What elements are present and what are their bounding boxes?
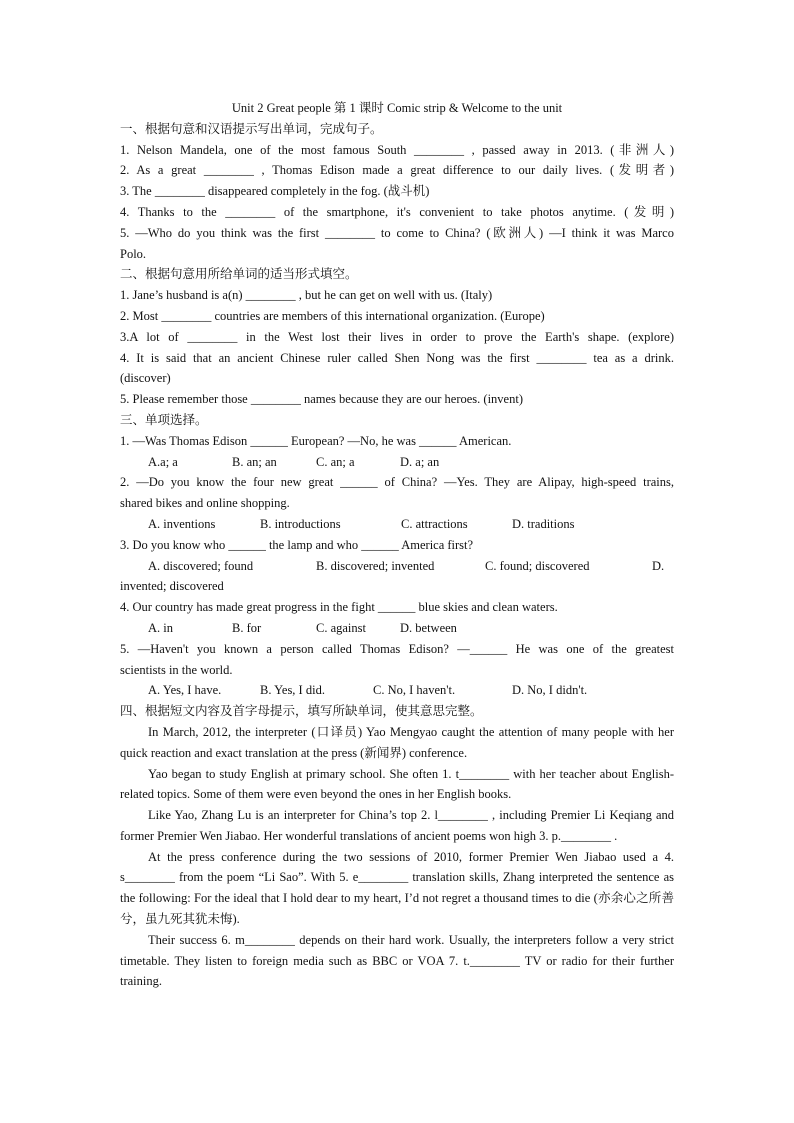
s3-q1-options	[120, 452, 674, 473]
passage-paragraph-4: At the press conference during the two sessions of 2010, former Premier Wen Jiabao used a 4. s________ from the poem “Li Sao”. With 5. e________ translation skills, Zhang interpreted the sentence as the following: For the ideal that I hold dear to my heart, I’d not regret a thousand times to die (亦余心之所善兮，虽九死其犹未悔).	[120, 849, 674, 927]
section-3	[120, 410, 674, 701]
option-c: C. No, I haven't.	[373, 683, 456, 698]
s3-question-2: 2. —Do you know the four new great ______ of China? —Yes. They are Alipay, high-speed trains,	[120, 475, 674, 490]
section-2	[120, 264, 674, 410]
passage-paragraph-2: Yao began to study English at primary school. She often 1. t________ with her teacher about English-related topics. Some of them were even beyond the ones in her English books.	[120, 766, 674, 802]
page-title: Unit 2 Great people 第 1 课时 Comic strip & Welcome to the unit	[231, 101, 563, 115]
option-a: A. inventions	[148, 516, 216, 531]
s1-item-1: 1. Nelson Mandela, one of the most famous South ________ , passed away in 2013. (非洲人)	[120, 142, 674, 157]
option-a: A. in	[148, 620, 173, 635]
s1-item-2: 2. As a great ________ , Thomas Edison made a great difference to our daily lives. (发明者)	[120, 163, 674, 178]
passage-paragraph-5: Their success 6. m________ depends on their hard work. Usually, the interpreters follow a very strict timetable. They listen to foreign media such as BBC or VOA 7. t.________ TV or radio for their further training.	[120, 932, 674, 989]
option-a: A. Yes, I have.	[148, 683, 222, 698]
passage-paragraph-3: Like Yao, Zhang Lu is an interpreter for China’s top 2. l________ , including Premier Li Keqiang and former Premier Wen Jiabao. Her wonderful translations of ancient poems won high 3. p.________ .	[120, 808, 674, 843]
s1-item-5-cont: Polo.	[120, 246, 147, 261]
s1-item-3: 3. The ________ disappeared completely in the fog. (战斗机)	[120, 184, 430, 199]
option-b: B. discovered; invented	[316, 558, 435, 573]
option-b: B. introductions	[260, 516, 341, 531]
section-4-heading: 四、根据短文内容及首字母提示，填写所缺单词，使其意思完整。	[120, 704, 483, 719]
passage-paragraph-1: In March, 2012, the interpreter (口译员) Yao Mengyao caught the attention of many people with her quick reaction and exact translation at the press (新闻界) conference.	[120, 724, 674, 760]
option-a: A.a; a	[148, 454, 178, 469]
option-c: C. found; discovered	[485, 558, 590, 573]
section-4	[120, 701, 674, 992]
s3-q3-option-d-cont: invented; discovered	[120, 579, 224, 594]
option-b: B. an; an	[232, 454, 277, 469]
worksheet-page	[120, 98, 674, 992]
s3-q5-options	[120, 680, 674, 701]
section-1	[120, 119, 674, 265]
option-b: B. for	[232, 620, 262, 635]
s2-item-3: 3.A lot of ________ in the West lost their lives in order to prove the Earth's shape. (explore)	[120, 329, 674, 344]
section-1-heading: 一、根据句意和汉语提示写出单词，完成句子。	[120, 121, 383, 136]
section-3-heading: 三、单项选择。	[120, 412, 208, 427]
s1-item-5: 5. —Who do you think was the first ________ to come to China? (欧洲人) —I think it was Marco	[120, 225, 674, 240]
option-c: C. attractions	[401, 516, 468, 531]
option-d: D. traditions	[512, 516, 575, 531]
option-d: D. a; an	[400, 454, 440, 469]
s3-q2-options	[120, 514, 674, 535]
s3-question-5-cont: scientists in the world.	[120, 662, 233, 677]
option-b: B. Yes, I did.	[260, 683, 325, 698]
s3-question-2-cont: shared bikes and online shopping.	[120, 496, 290, 511]
option-a: A. discovered; found	[148, 558, 254, 573]
s1-item-4: 4. Thanks to the ________ of the smartphone, it's convenient to take photos anytime. (发明)	[120, 204, 674, 219]
s2-item-5: 5. Please remember those ________ names because they are our heroes. (invent)	[120, 392, 523, 407]
option-d: D.	[652, 558, 665, 573]
s3-question-1: 1. —Was Thomas Edison ______ European? —No, he was ______ American.	[120, 433, 512, 448]
option-d: D. No, I didn't.	[512, 683, 588, 698]
s2-item-4-cont: (discover)	[120, 371, 171, 386]
s2-item-1: 1. Jane’s husband is a(n) ________ , but he can get on well with us. (Italy)	[120, 288, 493, 303]
s3-question-5: 5. —Haven't you known a person called Thomas Edison? —______ He was one of the greatest	[120, 641, 674, 656]
s3-question-3: 3. Do you know who ______ the lamp and who ______ America first?	[120, 537, 474, 552]
option-d: D. between	[400, 620, 457, 635]
section-2-heading: 二、根据句意用所给单词的适当形式填空。	[120, 267, 358, 282]
option-c: C. against	[316, 620, 366, 635]
s3-q3-options	[120, 556, 674, 577]
s3-q4-options	[120, 618, 674, 639]
s3-question-4: 4. Our country has made great progress in the fight ______ blue skies and clean waters.	[120, 600, 558, 615]
s2-item-4: 4. It is said that an ancient Chinese ruler called Shen Nong was the first ________ tea as a drink.	[120, 350, 674, 365]
s2-item-2: 2. Most ________ countries are members of this international organization. (Europe)	[120, 308, 545, 323]
option-c: C. an; a	[316, 454, 355, 469]
